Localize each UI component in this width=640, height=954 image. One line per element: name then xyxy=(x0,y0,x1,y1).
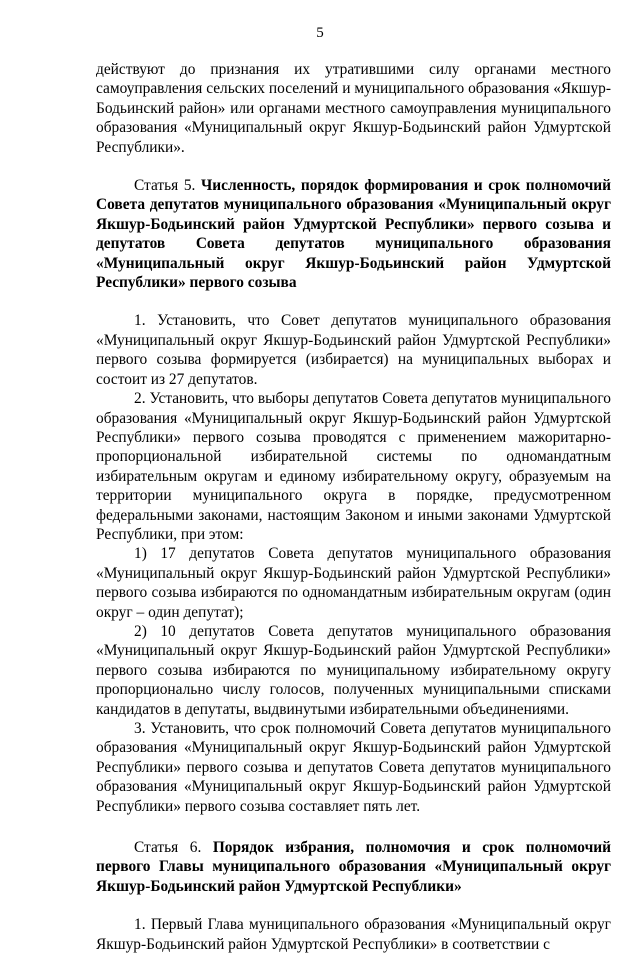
article-5-title: Численность, порядок формирования и срок полномочий Совета депутатов муниципального образования «Муниципальный округ Якшур-Бодьинский район Удмуртской Республики» первого созыва и депутатов Совета депутатов муниципального образования «Муниципальный округ Якшур-Бодьинский район Удмуртской Республики» первого созыва xyxy=(96,177,612,292)
article-5-heading xyxy=(96,176,611,292)
article-5-paragraph-1: 1. Установить, что Совет депутатов муниципального образования «Муниципальный округ Якшур-Бодьинский район Удмуртской Республики» первого созыва формируется (избирается) на муниципальных выборах и состоит из 27 депутатов. xyxy=(96,312,611,388)
article-5-label: Статья 5. xyxy=(134,177,196,195)
paragraph-continuation: действуют до признания их утратившими силу органами местного самоуправления сельских поселений и муниципального образования «Якшур-Бодьинский район» или органами местного самоуправления муниципального образования «Муниципальный округ Якшур-Бодьинский район Удмуртской Республики». xyxy=(96,61,611,156)
article-6-label: Статья 6. xyxy=(134,839,202,857)
article-6-paragraph-1: 1. Первый Глава муниципального образования «Муниципальный округ Якшур-Бодьинский район Удмуртской Республики» в соответствии с xyxy=(96,916,611,953)
article-5-paragraph-2: 2. Установить, что выборы депутатов Совета депутатов муниципального образования «Муниципальный округ Якшур-Бодьинский район Удмуртской Республики» первого созыва проводятся с применением мажоритарно-пропорциональной избирательной системы по одномандатным избирательным округам и единому избирательному округу, образуемым на территории муниципального округа в порядке, предусмотренном федеральными законами, настоящим Законом и иными законами Удмуртской Республики, при этом: xyxy=(96,390,611,543)
article-5-item-1: 1) 17 депутатов Совета депутатов муниципального образования «Муниципальный округ Якшур-Бодьинский район Удмуртской Республики» первого созыва избираются по одномандатным избирательным округам (один округ – один депутат); xyxy=(96,545,611,621)
document-body xyxy=(96,60,611,954)
article-6-heading xyxy=(96,838,611,896)
page-number: 5 xyxy=(316,25,324,41)
article-5-item-2: 2) 10 депутатов Совета депутатов муниципального образования «Муниципальный округ Якшур-Бодьинский район Удмуртской Республики» первого созыва избираются по муниципальному избирательному округу пропорционально числу голосов, полученных муниципальными списками кандидатов в депутаты, выдвинутыми избирательными объединениями. xyxy=(96,622,611,718)
article-5-paragraph-3: 3. Установить, что срок полномочий Совета депутатов муниципального образования «Муниципальный округ Якшур-Бодьинский район Удмуртской Республики» первого созыва и депутатов Совета депутатов муниципального образования «Муниципальный округ Якшур-Бодьинский район Удмуртской Республики» первого созыва составляет пять лет. xyxy=(96,720,611,815)
article-6-title: Порядок избрания, полномочия и срок полномочий первого Главы муниципального образования «Муниципальный округ Якшур-Бодьинский район Удмуртской Республики» xyxy=(96,839,611,895)
